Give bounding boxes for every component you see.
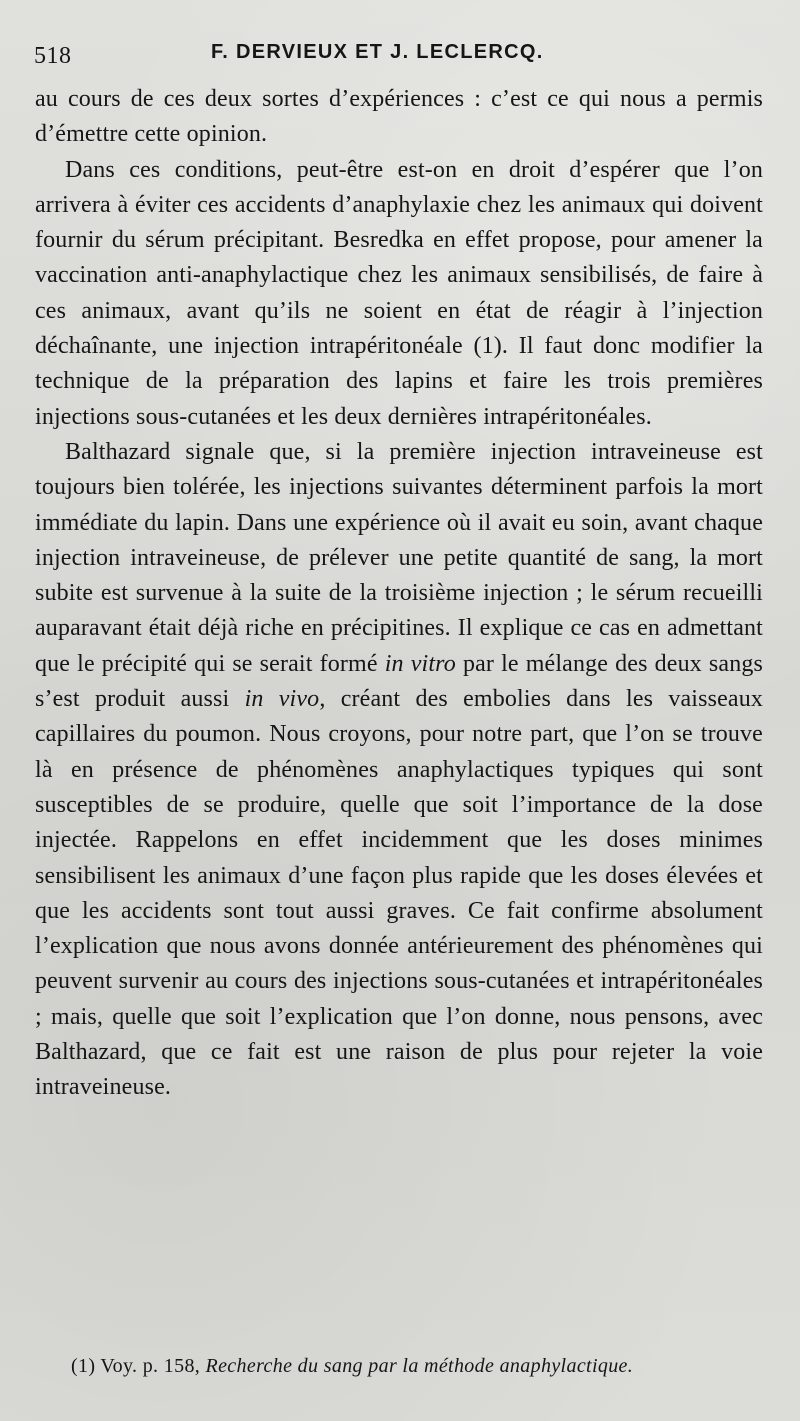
footnote-title: Recherche du sang par la méthode anaphylactique. — [205, 1355, 634, 1377]
paragraph-continued: au cours de ces deux sortes d’expériences : c’est ce qui nous a permis d’émettre cette opinion. — [35, 86, 763, 148]
main-text — [35, 82, 763, 1106]
paragraph-balthazard-part-3: , créant des embolies dans les vaisseaux capillaires du poumon. Nous croyons, pour notre part, que l’on se trouve là en présence de phénomènes anaphylactiques typiques qui sont susceptibles de se produire, quelle que soit l’importance de la dose injectée. Rappelons en effet incidemment que les doses minimes sensibilisent les animaux d’une façon plus rapide que les doses élevées et que les accidents sont tout aussi graves. Ce fait confirme absolument l’explication que nous avons donnée antérieurement des phénomènes qui peuvent survenir au cours des injections sous-cutanées et intrapéritonéales ; mais, quelle que soit l’explication que l’on donne, nous pensons, avec Balthazard, que ce fait est une raison de plus pour rejeter la voie intraveineuse. — [35, 686, 763, 1101]
italic-in-vitro: in vitro — [384, 650, 456, 677]
page-number: 518 — [34, 43, 72, 69]
footnote-reference: Voy. p. 158, — [100, 1355, 201, 1377]
running-head: F. DERVIEUX ET J. LECLERCQ. — [211, 41, 544, 63]
footnote-marker: (1) — [71, 1355, 96, 1377]
page-header — [34, 36, 756, 78]
footnote — [71, 1354, 761, 1378]
paragraph-balthazard-part-1: Balthazard signale que, si la première injection intraveineuse est toujours bien tolérée, les injections suivantes déterminent parfois la mort immédiate du lapin. Dans une expérience où il avait eu soin, avant chaque injection intraveineuse, de prélever une petite quantité de sang, la mort subite est survenue à la suite de la troisième injection ; le sérum recueilli auparavant était déjà riche en précipitines. Il explique ce cas en admettant que le précipité qui se serait formé — [35, 438, 763, 677]
paragraph-balthazard-part-2: par le mélange des deux sangs s’est produit aussi — [35, 650, 763, 713]
paragraph-anaphylaxis-prevention: Dans ces conditions, peut-être est-on en droit d’espérer que l’on arrivera à éviter ces accidents d’anaphylaxie chez les animaux qui doivent fournir du sérum précipitant. Besredka en effet propose, pour amener la vaccination anti-anaphylactique chez les animaux sensibilisés, de faire à ces animaux, avant qu’ils ne soient en état de réagir à l’injection déchaînante, une injection intrapéritonéale (1). Il faut donc modifier la technique de la préparation des lapins et faire les trois premières injections sous-cutanées et les deux dernières intrapéritonéales. — [35, 156, 763, 430]
italic-in-vivo: in vivo — [244, 686, 320, 713]
paragraph-balthazard — [35, 435, 763, 1106]
